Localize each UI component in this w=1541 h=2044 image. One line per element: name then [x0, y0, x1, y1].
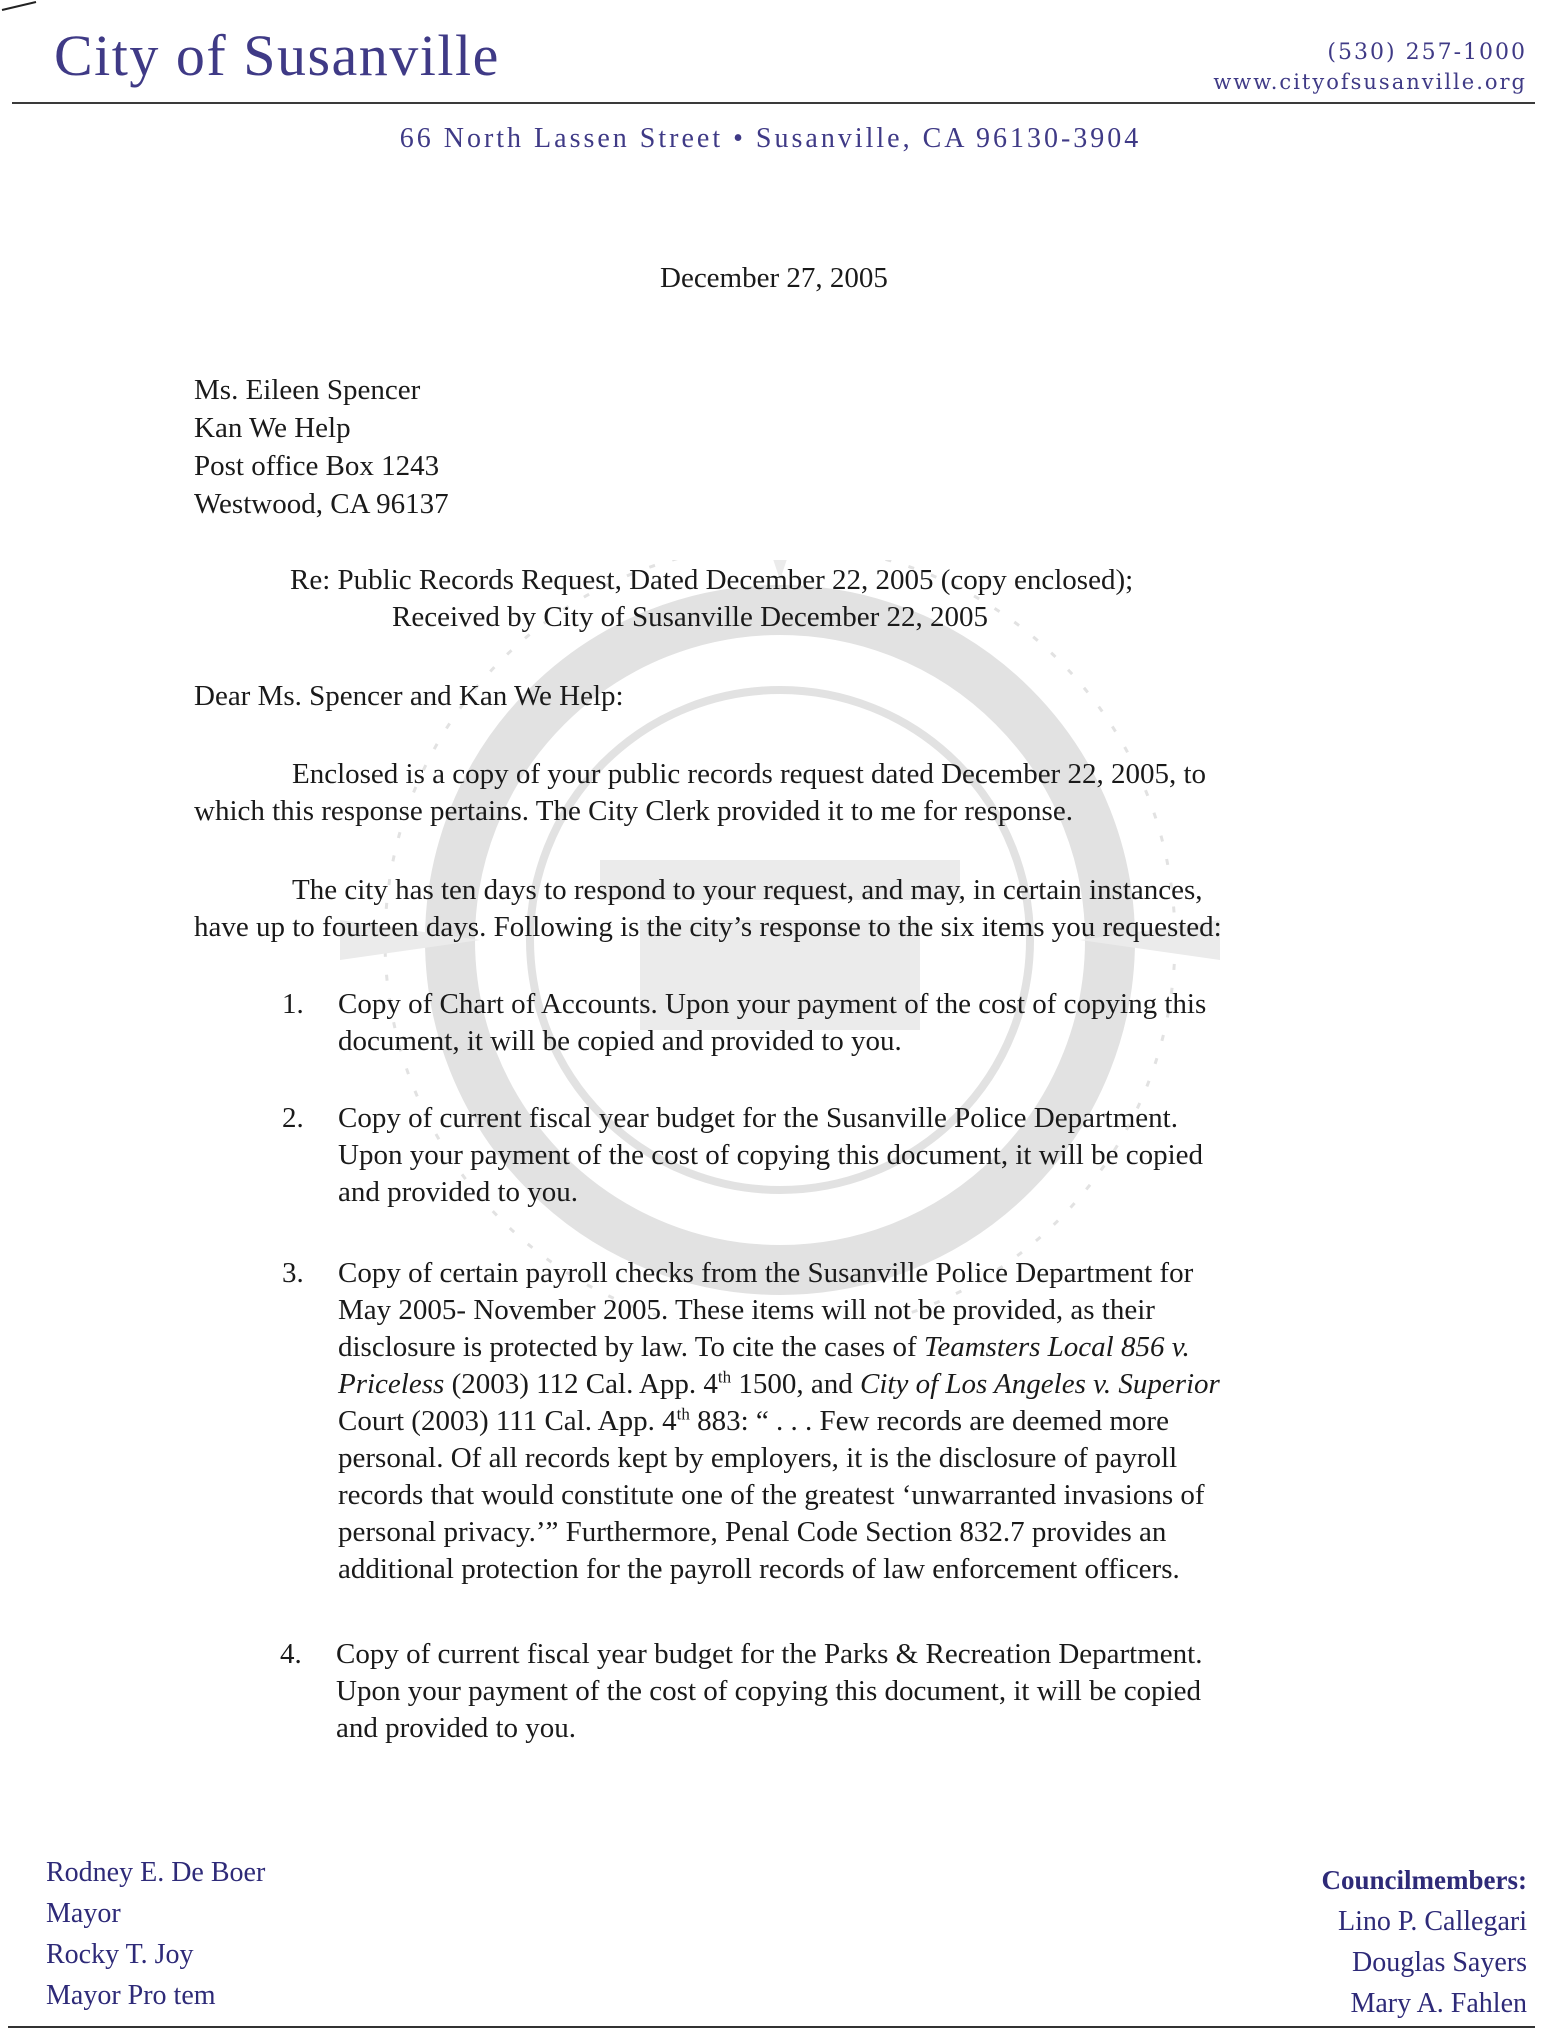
header-divider: [12, 102, 1535, 104]
phone-number: (530) 257-1000: [1327, 40, 1527, 65]
item-line: Copy of current fiscal year budget for the Parks & Recreation Department.: [336, 1638, 1203, 1670]
item-line: and provided to you.: [336, 1712, 577, 1744]
subject-reference: [290, 562, 1133, 636]
item-line: personal. Of all records kept by employers, it is the disclosure of payroll: [338, 1442, 1178, 1474]
item-text: [338, 986, 1206, 1060]
letter-date: December 27, 2005: [660, 262, 888, 294]
paragraph-line: The city has ten days to respond to your request, and may, in certain instances,: [292, 874, 1203, 906]
item-line: Upon your payment of the cost of copying this document, it will be copied: [338, 1139, 1204, 1171]
councilmember-name: Mary A. Fahlen: [1350, 1988, 1527, 2019]
superscript: th: [676, 1404, 690, 1424]
item-text-run: 1500, and: [731, 1368, 861, 1400]
mayor-pro-tem-name: Rocky T. Joy: [46, 1939, 194, 1970]
item-line: Copy of Chart of Accounts. Upon your payment of the cost of copying this: [338, 988, 1207, 1020]
item-text: [338, 1100, 1203, 1211]
councilmembers-heading: Councilmembers:: [1321, 1865, 1527, 1895]
item-number: 2.: [282, 1102, 304, 1134]
item-number: 3.: [282, 1257, 304, 1289]
case-citation: Teamsters Local 856 v.: [923, 1331, 1190, 1363]
footer-divider: [8, 2026, 1535, 2028]
salutation: Dear Ms. Spencer and Kan We Help:: [194, 680, 624, 712]
case-citation: Priceless: [338, 1368, 445, 1400]
mayor-pro-tem-title: Mayor Pro tem: [46, 1980, 216, 2011]
item-text: [336, 1636, 1202, 1747]
paragraph-line: Enclosed is a copy of your public records request dated December 22, 2005, to: [292, 758, 1207, 790]
website-url: www.cityofsusanville.org: [1213, 70, 1527, 94]
paragraph-response-intro: [194, 872, 1222, 946]
subject-line-1: Re: Public Records Request, Dated December 22, 2005 (copy enclosed);: [290, 564, 1134, 596]
item-line: Copy of certain payroll checks from the Susanville Police Department for: [338, 1257, 1194, 1289]
item-text-run: (2003) 112 Cal. App. 4: [444, 1368, 718, 1400]
subject-line-2: Received by City of Susanville December 22, 2005: [392, 601, 988, 633]
item-line: Upon your payment of the cost of copying this document, it will be copied: [336, 1675, 1202, 1707]
item-line: additional protection for the payroll records of law enforcement officers.: [338, 1553, 1180, 1585]
councilmembers-block: [1322, 1860, 1527, 2024]
item-text-run: disclosure is protected by law. To cite the cases of: [338, 1331, 924, 1363]
item-line: document, it will be copied and provided to you.: [338, 1025, 902, 1057]
item-text-run: Court (2003) 111 Cal. App. 4: [338, 1405, 677, 1437]
recipient-organization: Kan We Help: [194, 412, 351, 444]
item-text-run: 883: “ . . . Few records are deemed more: [689, 1405, 1169, 1437]
item-number: 4.: [280, 1638, 302, 1670]
item-line: May 2005- November 2005. These items will not be provided, as their: [338, 1294, 1155, 1326]
item-text: [338, 1255, 1220, 1588]
item-number: 1.: [282, 988, 304, 1020]
mayor-block: [46, 1852, 265, 2016]
item-line: personal privacy.’” Furthermore, Penal Code Section 832.7 provides an: [338, 1516, 1167, 1548]
superscript: th: [717, 1367, 732, 1387]
scan-mark: [0, 0, 40, 12]
paragraph-line: have up to fourteen days. Following is the city’s response to the six items you requested:: [194, 911, 1222, 943]
street-address: 66 North Lassen Street • Susanville, CA 96130-3904: [399, 123, 1142, 154]
item-line: [338, 1403, 1220, 1440]
mayor-title: Mayor: [46, 1898, 121, 1929]
councilmember-name: Lino P. Callegari: [1338, 1906, 1527, 1937]
city-name-title: City of Susanville: [54, 23, 500, 88]
recipient-address-block: [194, 372, 449, 524]
item-line: records that would constitute one of the greatest ‘unwarranted invasions of: [338, 1479, 1205, 1511]
item-line: [338, 1329, 1220, 1366]
paragraph-line: which this response pertains. The City Clerk provided it to me for response.: [194, 795, 1073, 827]
case-citation: City of Los Angeles v. Superior: [860, 1368, 1220, 1400]
mayor-name: Rodney E. De Boer: [46, 1857, 266, 1888]
paragraph-enclosure: [194, 756, 1206, 830]
recipient-po-box: Post office Box 1243: [194, 450, 440, 482]
councilmember-name: Douglas Sayers: [1352, 1947, 1527, 1978]
recipient-name: Ms. Eileen Spencer: [194, 374, 421, 406]
item-line: and provided to you.: [338, 1176, 579, 1208]
item-line: [338, 1366, 1220, 1403]
item-line: Copy of current fiscal year budget for the Susanville Police Department.: [338, 1102, 1178, 1134]
recipient-city-state: Westwood, CA 96137: [194, 488, 449, 520]
